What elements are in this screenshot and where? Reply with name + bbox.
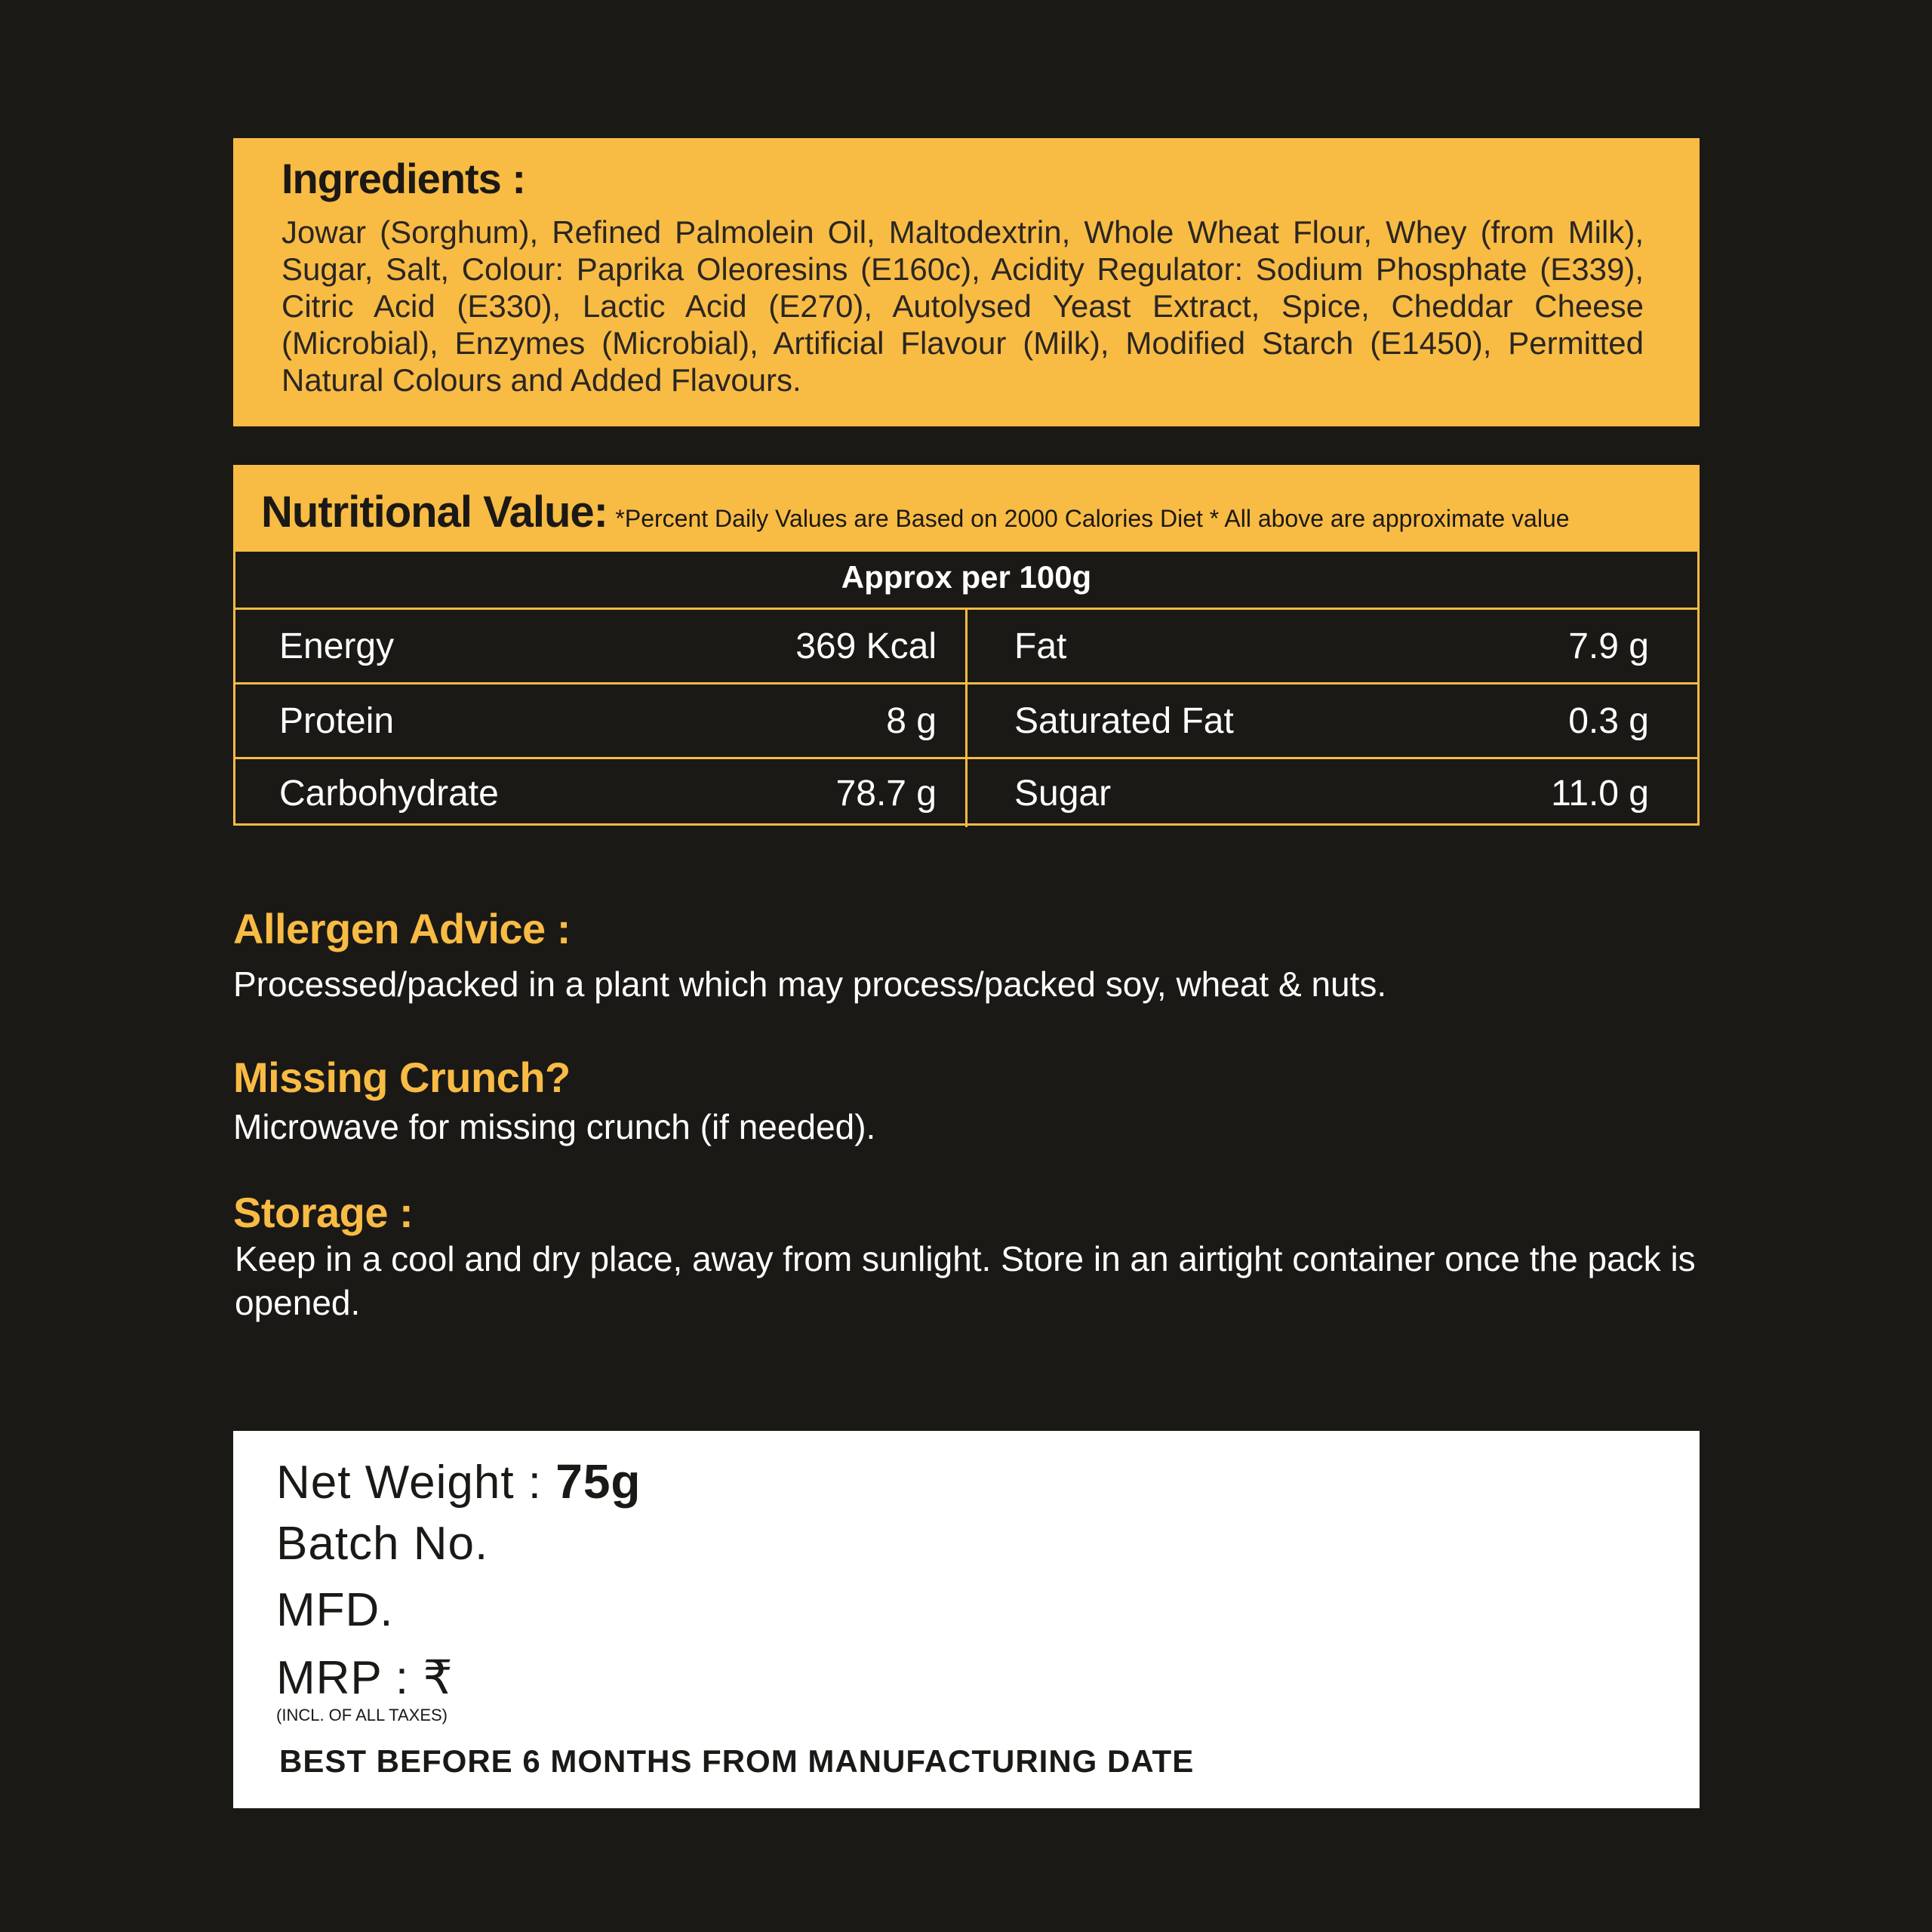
ingredients-text: Jowar (Sorghum), Refined Palmolein Oil, Maltodextrin, Whole Wheat Flour, Whey (from Milk), Sugar, Salt, Colour: Paprika Oleoresins (E160c), Acidity Regulator: Sodium Phosphate (E339), Citric Acid (E330), Lactic Acid (E270), Autolysed Yeast Extract, Spice, Cheddar Cheese (Microbial), Enzymes (Microbial), Artificial Flavour (Milk), Modified Starch (E1450), Permitted Natural Colours and Added Flavours. xyxy=(281,214,1644,398)
nutrient-label: Sugar xyxy=(1014,773,1112,814)
batch-label: Batch No. xyxy=(276,1518,489,1570)
nutrition-title: Nutritional Value: xyxy=(261,488,608,537)
nutrient-cell xyxy=(968,759,1697,827)
allergen-text: Processed/packed in a plant which may process/packed soy, wheat & nuts. xyxy=(233,964,1387,1004)
nutrient-cell xyxy=(235,759,968,827)
nutrient-cell xyxy=(968,610,1697,682)
product-info-panel xyxy=(233,1431,1700,1808)
net-weight-line xyxy=(276,1454,641,1509)
crunch-title: Missing Crunch? xyxy=(233,1054,571,1101)
net-weight-value: 75g xyxy=(555,1454,641,1509)
nutrient-label: Protein xyxy=(279,700,395,741)
nutrient-value: 369 Kcal xyxy=(795,626,937,666)
nutrient-cell xyxy=(235,610,968,682)
incl-taxes-note: (INCL. OF ALL TAXES) xyxy=(276,1706,448,1724)
table-row xyxy=(235,759,1697,827)
nutrient-label: Carbohydrate xyxy=(279,773,499,814)
nutrient-label: Fat xyxy=(1014,626,1067,666)
best-before-text: BEST BEFORE 6 MONTHS FROM MANUFACTURING DATE xyxy=(279,1743,1195,1779)
nutrient-label: Energy xyxy=(279,626,395,666)
ingredients-title: Ingredients : xyxy=(281,155,526,202)
table-row xyxy=(235,685,1697,759)
nutrient-label: Saturated Fat xyxy=(1014,700,1234,741)
crunch-text: Microwave for missing crunch (if needed). xyxy=(233,1107,876,1146)
storage-text: Keep in a cool and dry place, away from sunlight. Store in an airtight container once the pack is opened. xyxy=(235,1239,1696,1322)
net-weight-label: Net Weight : xyxy=(276,1457,556,1509)
nutrient-value: 78.7 g xyxy=(835,773,937,814)
nutrient-value: 0.3 g xyxy=(1568,700,1649,741)
nutrition-subheader: Approx per 100g xyxy=(235,552,1697,610)
table-row xyxy=(235,610,1697,685)
ingredients-panel xyxy=(233,138,1700,426)
nutrition-header xyxy=(235,467,1697,552)
allergen-title: Allergen Advice : xyxy=(233,905,571,952)
nutrient-cell xyxy=(235,685,968,757)
nutrition-note: *Percent Daily Values are Based on 2000 Calories Diet * All above are approximate value xyxy=(615,505,1570,532)
nutrient-cell xyxy=(968,685,1697,757)
nutrient-value: 7.9 g xyxy=(1568,626,1649,666)
mfd-label: MFD. xyxy=(276,1584,394,1636)
mrp-label: MRP : ₹ xyxy=(276,1652,454,1704)
nutrient-value: 8 g xyxy=(886,700,937,741)
nutrient-value: 11.0 g xyxy=(1551,773,1649,814)
nutrition-table xyxy=(233,465,1700,826)
storage-title: Storage : xyxy=(233,1189,414,1236)
